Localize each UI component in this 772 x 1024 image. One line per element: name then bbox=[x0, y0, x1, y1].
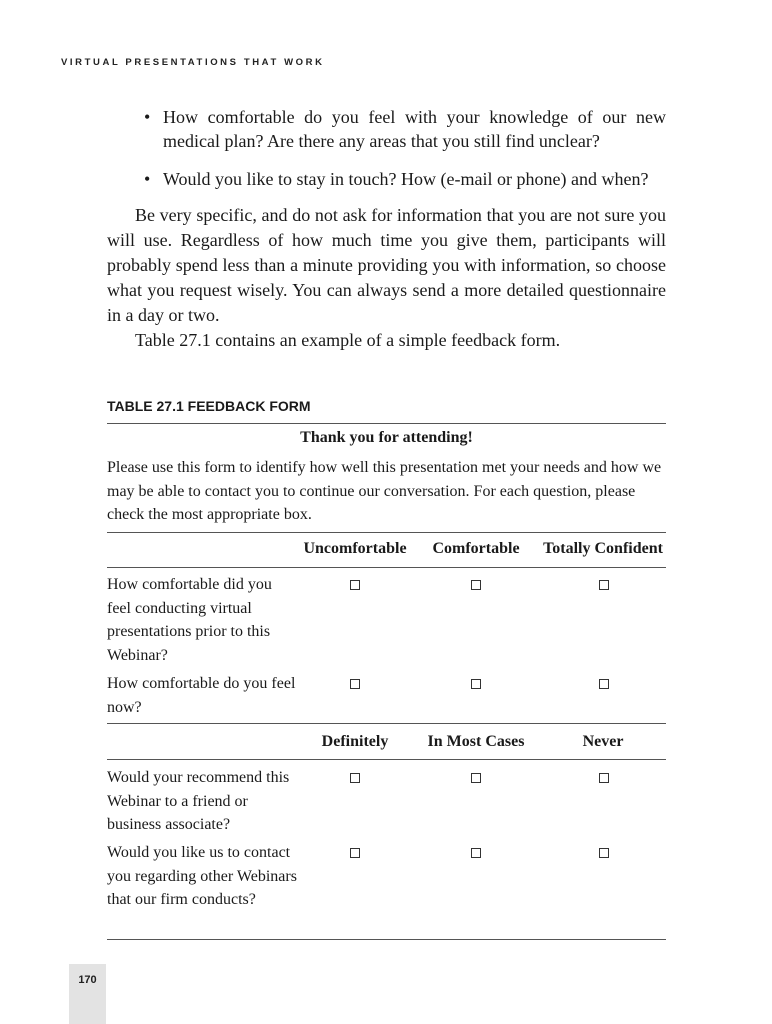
paragraph: Be very specific, and do not ask for information that you are not sure you will use. Regardless of how much time you give them, participants will probably spend less than a minute providing you with information, so choose what you request wisely. You can always send a more detailed questionnaire in a day or two. bbox=[107, 205, 666, 325]
column-header-comfortable: Comfortable bbox=[432, 540, 520, 557]
checkbox-recommend-most-cases[interactable] bbox=[471, 773, 481, 783]
column-header-uncomfortable: Uncomfortable bbox=[303, 540, 407, 557]
checkbox-recommend-definitely[interactable] bbox=[350, 773, 360, 783]
running-head: VIRTUAL PRESENTATIONS THAT WORK bbox=[61, 57, 325, 68]
column-header-totally-confident: Totally Confident bbox=[543, 540, 663, 557]
checkbox-contact-most-cases[interactable] bbox=[471, 848, 481, 858]
checkbox-prior-totally-confident[interactable] bbox=[599, 580, 609, 590]
checkbox-contact-definitely[interactable] bbox=[350, 848, 360, 858]
checkbox-contact-never[interactable] bbox=[599, 848, 609, 858]
checkbox-now-totally-confident[interactable] bbox=[599, 679, 609, 689]
table-title: Thank you for attending! bbox=[300, 429, 473, 446]
body-text bbox=[107, 203, 666, 353]
column-header-in-most-cases: In Most Cases bbox=[427, 733, 525, 750]
bullet-text: How comfortable do you feel with your knowledge of our new medical plan? Are there any areas that you still find unclear? bbox=[163, 107, 666, 151]
section2-header-bottom-rule bbox=[107, 759, 666, 760]
page-number-tab bbox=[69, 964, 106, 1024]
bullet-item bbox=[144, 167, 666, 191]
bullet-dot: • bbox=[144, 107, 151, 127]
page-number: 170 bbox=[78, 974, 97, 986]
checkbox-recommend-never[interactable] bbox=[599, 773, 609, 783]
section2-header-top-rule bbox=[107, 723, 666, 724]
checkbox-now-comfortable[interactable] bbox=[471, 679, 481, 689]
column-header-never: Never bbox=[582, 733, 624, 750]
question-comfort-now: How comfortable do you feel now? bbox=[107, 675, 296, 716]
bullet-text: Would you like to stay in touch? How (e-mail or phone) and when? bbox=[163, 169, 649, 189]
bullet-list bbox=[144, 105, 666, 205]
question-recommend: Would your recommend this Webinar to a friend or business associate? bbox=[107, 769, 290, 833]
checkbox-prior-comfortable[interactable] bbox=[471, 580, 481, 590]
table-top-rule bbox=[107, 423, 666, 424]
paragraph: Table 27.1 contains an example of a simple feedback form. bbox=[135, 330, 561, 350]
column-header-definitely: Definitely bbox=[321, 733, 389, 750]
table-caption: TABLE 27.1 FEEDBACK FORM bbox=[107, 398, 311, 414]
table-bottom-rule bbox=[107, 939, 666, 940]
checkbox-prior-uncomfortable[interactable] bbox=[350, 580, 360, 590]
question-contact: Would you like us to contact you regarding other Webinars that our firm conducts? bbox=[107, 844, 297, 908]
section1-header-top-rule bbox=[107, 532, 666, 533]
bullet-item bbox=[144, 105, 666, 153]
table-intro: Please use this form to identify how well this presentation met your needs and how we may be able to contact you to continue our conversation. For each question, please check the most appropriate box. bbox=[107, 459, 662, 523]
section1-header-bottom-rule bbox=[107, 567, 666, 568]
question-comfort-prior: How comfortable did you feel conducting virtual presentations prior to this Webinar? bbox=[107, 576, 272, 664]
bullet-dot: • bbox=[144, 169, 151, 189]
checkbox-now-uncomfortable[interactable] bbox=[350, 679, 360, 689]
